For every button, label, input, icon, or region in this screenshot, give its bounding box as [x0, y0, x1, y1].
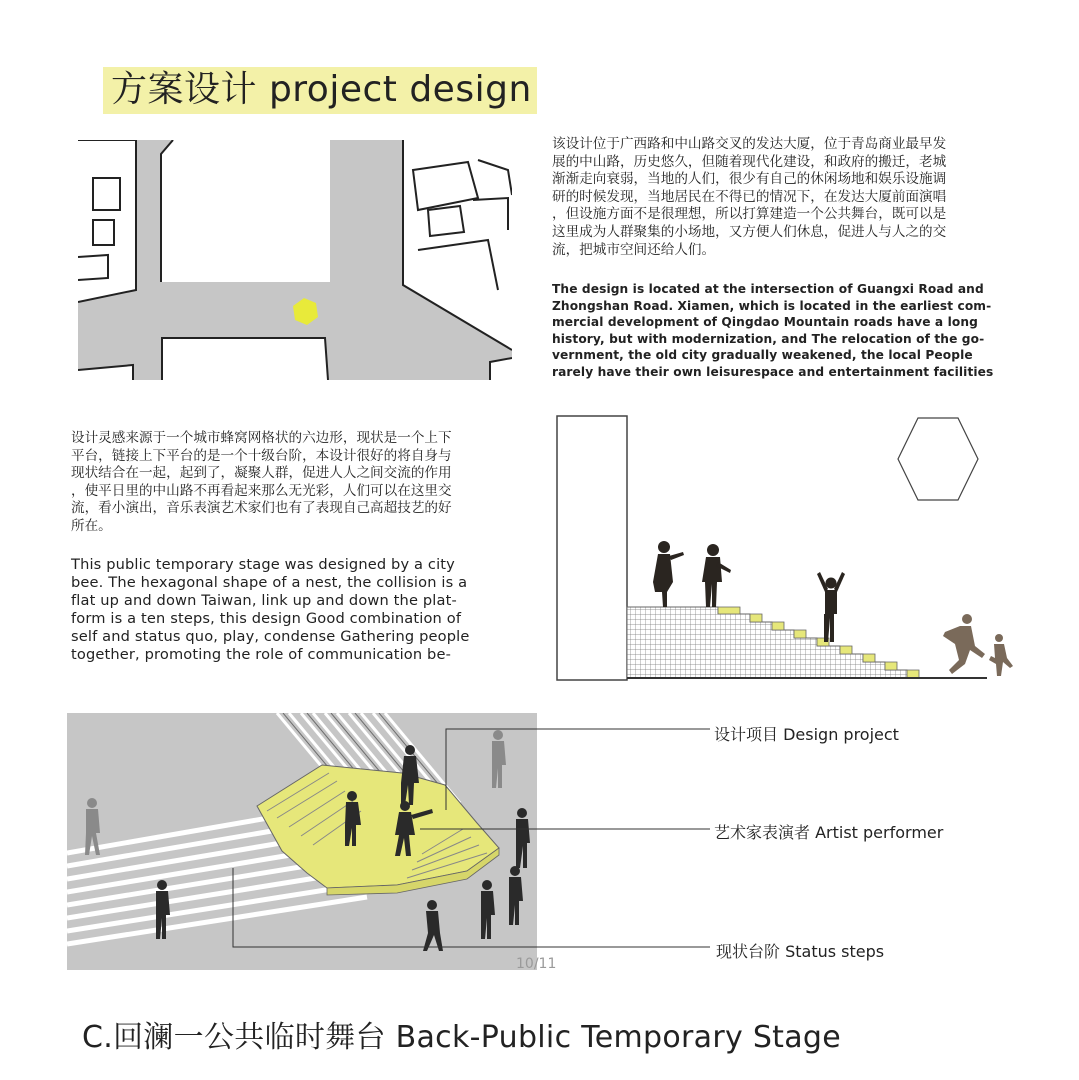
intro-cn-line: ，但设施方面不是很理想，所以打算建造一个公共舞台，既可以是	[552, 206, 947, 223]
concept-en-line: flat up and down Taiwan, link up and down the plat-	[71, 592, 457, 609]
concept-cn-line: ，使平日里的中山路不再看起来那么无光彩，人们可以在这里交	[71, 482, 452, 499]
intro-en-line: rarely have their own leisurespace and entertainment facilities	[552, 364, 994, 379]
page-number: 10/11	[516, 956, 557, 972]
intro-cn-line: 渐渐走向衰弱，当地的人们，很少有自己的休闲场地和娱乐设施调	[552, 171, 947, 188]
concept-en-line: bee. The hexagonal shape of a nest, the collision is a	[71, 574, 468, 591]
label-design-project: 设计项目 Design project	[714, 725, 899, 744]
intro-en-line: history, but with modernization, and The relocation of the go-	[552, 331, 985, 346]
intro-en-line: The design is located at the intersection of Guangxi Road and	[552, 282, 984, 296]
label-artist-performer: 艺术家表演者 Artist performer	[714, 823, 944, 842]
concept-en-line: self and status quo, play, condense Gathering people	[71, 628, 470, 645]
intro-cn-line: 流，把城市空间还给人们。	[552, 241, 716, 258]
intro-en-line: Zhongshan Road. Xiamen, which is located in the earliest com-	[552, 298, 992, 313]
concept-cn-line: 流，看小演出，音乐表演艺术家们也有了表现自己高超技艺的好	[71, 500, 452, 517]
concept-en-line: This public temporary stage was designed by a city	[71, 556, 455, 573]
label-status-steps: 现状台阶 Status steps	[716, 942, 885, 961]
page-title-text: 方案设计 project design	[111, 69, 532, 110]
concept-en-line: form is a ten steps, this design Good combination of	[71, 610, 462, 627]
concept-cn-line: 所在。	[71, 517, 112, 534]
intro-cn-line: 该设计位于广西路和中山路交叉的发达大厦，位于青岛商业最早发	[552, 136, 947, 152]
intro-cn-line: 这里成为人群聚集的小场地，又方便人们休息，促进人与人之的交	[552, 223, 947, 240]
concept-cn-line: 现状结合在一起，起到了，凝聚人群，促进人人之间交流的作用	[71, 465, 452, 482]
concept-en-line: together, promoting the role of communication be-	[71, 646, 451, 663]
intro-cn-line: 研的时候发现，当地居民在不得已的情况下，在发达大厦前面演唱	[552, 188, 947, 205]
concept-cn-line: 设计灵感来源于一个城市蜂窝网格状的六边形，现状是一个上下	[71, 430, 452, 446]
intro-en-line: mercial development of Qingdao Mountain roads have a long	[552, 315, 978, 330]
concept-cn-line: 平台，链接上下平台的是一个十级台阶，本设计很好的将自身与	[71, 447, 452, 464]
intro-cn-line: 展的中山路，历史悠久，但随着现代化建设，和政府的搬迁，老城	[552, 153, 947, 170]
intro-en-line: vernment, the old city gradually weakened, the local People	[552, 348, 973, 363]
footer-title: C.回澜一公共临时舞台 Back-Public Temporary Stage	[82, 1020, 842, 1055]
